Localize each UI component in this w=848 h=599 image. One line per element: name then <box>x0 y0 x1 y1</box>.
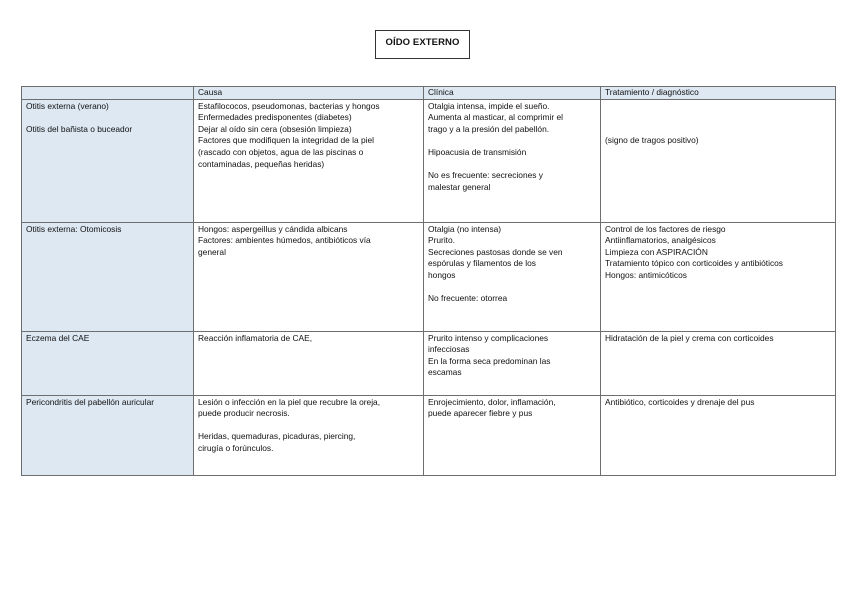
cell-line: En la forma seca predominan las <box>428 355 551 366</box>
causa-cell <box>194 331 424 395</box>
cell-line: Factores: ambientes húmedos, antibióticos vía <box>198 235 371 246</box>
cell-line <box>605 101 831 113</box>
cell-line: puede producir necrosis. <box>198 408 290 419</box>
cell-line: Antibiótico, corticoides y drenaje del pus <box>605 396 755 407</box>
cell-line: Enfermedades predisponentes (diabetes) <box>198 112 352 123</box>
cell-line: Hipoacusia de transmisión <box>428 146 527 157</box>
clinica-cell <box>424 331 601 395</box>
cell-line: trago y a la presión del pabellón. <box>428 123 550 134</box>
causa-cell <box>194 222 424 331</box>
cell-line: No frecuente: otorrea <box>428 293 508 304</box>
header-row <box>22 87 836 100</box>
cell-line: Lesión o infección en la piel que recubre la oreja, <box>198 396 381 407</box>
clinica-cell <box>424 222 601 331</box>
cell-line <box>428 282 596 294</box>
cell-line: malestar general <box>428 181 491 192</box>
cell-line: Factores que modifiquen la integridad de la piel <box>198 135 374 146</box>
header-cell-causa: Causa <box>194 87 424 100</box>
cell-line: Secreciones pastosas donde se ven <box>428 246 563 257</box>
cell-line: infecciosas <box>428 344 470 355</box>
otitis-table <box>21 86 836 476</box>
cell-line: Limpieza con ASPIRACIÓN <box>605 246 708 257</box>
cell-line: espórulas y filamentos de los <box>428 258 536 269</box>
header-cell-clinica: Clínica <box>424 87 601 100</box>
cell-line: Hongos: antimicóticos <box>605 269 687 280</box>
cell-line: Antiinflamatorios, analgésicos <box>605 235 716 246</box>
cell-line: contaminadas, pequeñas heridas) <box>198 158 325 169</box>
cell-line: Eczema del CAE <box>26 332 90 343</box>
causa-cell <box>194 395 424 475</box>
row-label-cell <box>22 395 194 475</box>
tratamiento-cell <box>601 331 836 395</box>
cell-line: Hidratación de la piel y crema con corticoides <box>605 332 774 343</box>
cell-line: Otitis externa: Otomicosis <box>26 223 122 234</box>
cell-line: hongos <box>428 269 456 280</box>
cell-line: puede aparecer fiebre y pus <box>428 408 533 419</box>
cell-line: Heridas, quemaduras, picaduras, piercing, <box>198 431 356 442</box>
cell-line: (signo de tragos positivo) <box>605 135 699 146</box>
row-label-cell <box>22 222 194 331</box>
cell-line: Hongos: aspergeillus y cándida albicans <box>198 223 348 234</box>
cell-line: Otalgia (no intensa) <box>428 223 502 234</box>
cell-line: Enrojecimiento, dolor, inflamación, <box>428 396 556 407</box>
cell-line: Prurito. <box>428 235 455 246</box>
cell-line: Otalgia intensa, impide el sueño. <box>428 100 550 111</box>
cell-line: (rascado con objetos, agua de las piscinas o <box>198 146 364 157</box>
clinica-cell <box>424 99 601 222</box>
table-row-otitis-externa <box>22 99 836 222</box>
cell-line: cirugía o forúnculos. <box>198 442 274 453</box>
header-cell-empty <box>22 87 194 100</box>
cell-line <box>428 135 596 147</box>
table-row-pericondritis <box>22 395 836 475</box>
cell-line: Otitis externa (verano) <box>26 100 109 111</box>
cell-line: Reacción inflamatoria de CAE, <box>198 332 313 343</box>
row-label-cell <box>22 99 194 222</box>
tratamiento-cell <box>601 99 836 222</box>
cell-line: Control de los factores de riesgo <box>605 223 726 234</box>
header-cell-tratamiento: Tratamiento / diagnóstico <box>601 87 836 100</box>
cell-line: Tratamiento tópico con corticoides y antibióticos <box>605 258 783 269</box>
cell-line: Prurito intenso y complicaciones <box>428 332 549 343</box>
cell-line: Aumenta al masticar, al comprimir el <box>428 112 563 123</box>
cell-line <box>605 124 831 136</box>
table-row-otomicosis <box>22 222 836 331</box>
tratamiento-cell <box>601 395 836 475</box>
cell-line: general <box>198 246 226 257</box>
page-title: OÍDO EXTERNO <box>375 30 470 59</box>
cell-line <box>605 112 831 124</box>
clinica-cell <box>424 395 601 475</box>
cell-line <box>428 159 596 171</box>
table-row-eczema <box>22 331 836 395</box>
cell-line <box>198 420 419 432</box>
causa-cell <box>194 99 424 222</box>
cell-line: Dejar al oído sin cera (obsesión limpieza) <box>198 123 352 134</box>
cell-line: No es frecuente: secreciones y <box>428 170 543 181</box>
cell-line: Otitis del bañista o buceador <box>26 123 133 134</box>
row-label-cell <box>22 331 194 395</box>
cell-line: Estafilococos, pseudomonas, bacterias y hongos <box>198 100 380 111</box>
cell-line <box>26 112 189 124</box>
cell-line: Pericondritis del pabellón auricular <box>26 396 155 407</box>
tratamiento-cell <box>601 222 836 331</box>
cell-line: escamas <box>428 367 462 378</box>
